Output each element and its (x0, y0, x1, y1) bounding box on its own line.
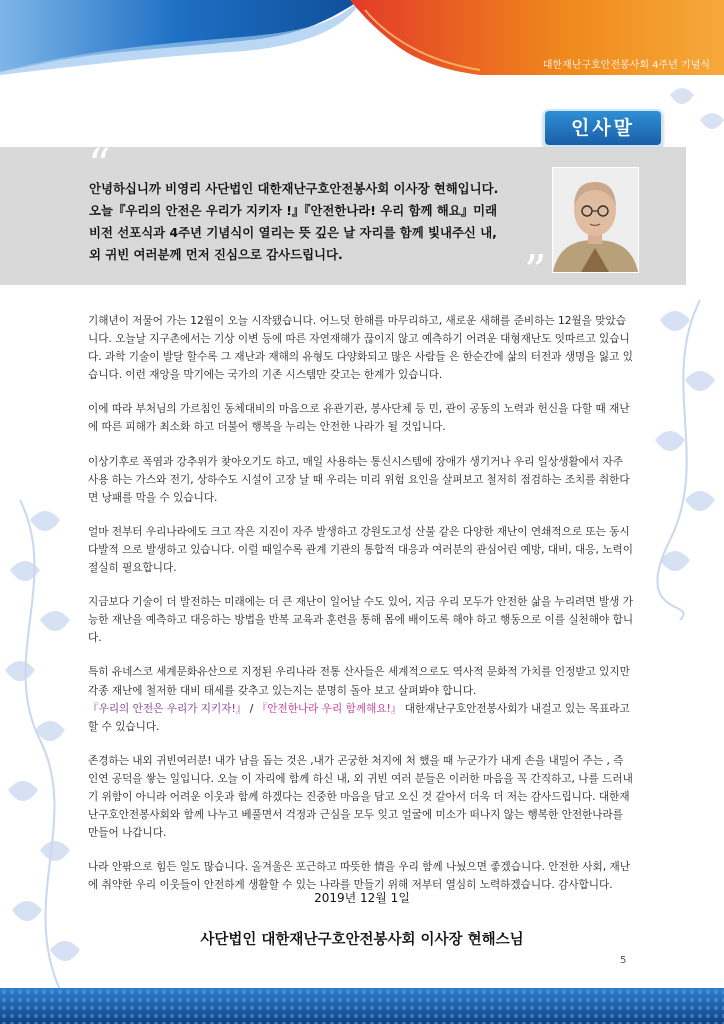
paragraph: 얼마 전부터 우리나라에도 크고 작은 지진이 자주 발생하고 강원도고성 산불 같은 다양한 재난이 연쇄적으로 또는 동시 다발적 으로 발생하고 있습니다. 이럴 때일수록 관계 기관의 통합적 대응과 여러분의 관심어린 예방, 대비, 대응, 노력이 절실히 필요합니다. (88, 525, 633, 575)
paragraph: 존경하는 내외 귀빈여러분! 내가 남을 돕는 것은 ,내가 곤궁한 처지에 처 했을 때 누군가가 내게 손을 내밀어 주는 , 즉 인연 공덕을 쌓는 일입니다. 오늘 이 자리에 함께 하신 내, 외 귀빈 여러 분들은 이러한 마음을 꼭 간직하고, 나를 드러내기 위함이 아니라 어려운 이웃과 함께 하겠다는 진중한 마음을 담고 오신 것 같아서 더욱 더 저는 감사드립니다. 대한재난구호안전봉사회와 함께 나누고 베풀면서 걱정과 근심을 모두 잊고 얼굴에 미소가 떠나지 않는 행복한 안전한나라를 만들어 나갑니다. (88, 754, 633, 840)
paragraph: 이에 따라 부처님의 가르침인 동체대비의 마음으로 유관기관, 봉사단체 등 민, 관이 공동의 노력과 헌신을 다할 때 재난에 따른 피해가 최소화 하고 더불어 행복을 누리는 안전한 나라가 될 것입니다. (88, 403, 630, 434)
paragraph: 이상기후로 폭염과 강추위가 찾아오기도 하고, 매일 사용하는 통신시스템에 장애가 생기거나 우리 일상생활에서 자주 사용 하는 가스와 전기, 상하수도 시설이 고장 날 때 우리는 미리 위험 요인을 살펴보고 철저히 점검하는 조치를 취한다면 낭패를 막을 수 있습니다. (88, 455, 630, 504)
slogan-separator: / (246, 702, 257, 715)
message-body (88, 312, 636, 910)
footer-band (0, 988, 724, 1024)
page-number: 5 (620, 955, 627, 966)
footer-pattern (0, 988, 724, 1024)
letter-date: 2019년 12월 1일 (314, 891, 410, 905)
paragraph: 지금보다 기술이 더 발전하는 미래에는 더 큰 재난이 일어날 수도 있어, 지금 우리 모두가 안전한 삶을 누리려면 발생 가능한 재난을 예측하고 대응하는 방법을 반복 교육과 훈련을 통해 몸에 배이도록 해야 하고 행동으로 이를 실천해야 합니다. (88, 596, 634, 645)
signature: 사단법인 대한재난구호안전봉사회 이사장 현해스님 (200, 932, 524, 948)
greeting-line: 비전 선포식과 4주년 기념식이 열리는 뜻 깊은 날 자리를 함께 빛내주신 내, (89, 225, 497, 240)
paragraph: 나라 안팎으로 힘든 일도 많습니다. 올겨울은 포근하고 따뜻한 情을 우리 함께 나눴으면 좋겠습니다. 안전한 사회, 재난에 취약한 우리 이웃들이 안전하게 생활할 수 있는 나라를 만들기 위해 저부터 열심히 노력하겠습니다. 감사합니다. (88, 861, 630, 892)
greeting-text (89, 178, 549, 266)
slogan-safety: 『우리의 안전은 우리가 지키자!』 (88, 702, 247, 715)
floral-decoration-right (640, 300, 724, 620)
section-badge: 인사말 (543, 109, 663, 147)
banner-subtitle: 대한재난구호안전봉사회 4주년 기념식 (542, 60, 710, 71)
greeting-line: 안녕하십니까 비영리 사단법인 대한재난구호안전봉사회 이사장 현해입니다. (89, 181, 499, 196)
open-quote-icon: “ (88, 140, 111, 191)
paragraph (88, 663, 636, 735)
greeting-line: 오늘『우리의 안전은 우리가 지키자 !』『안전한나라! 우리 함께 해요』미래 (89, 203, 498, 218)
chairman-portrait (552, 167, 639, 273)
paragraph-text: 대한재난구호안전봉사회가 내걸고 있는 목표라고 할 수 있습니다. (88, 702, 630, 733)
close-quote-icon: ” (524, 246, 547, 297)
paragraph: 기해년이 저물어 가는 12월이 오늘 시작됐습니다. 어느덧 한해를 마무리하고, 새로운 새해를 준비하는 12월을 맞았습니다. 오늘날 지구촌에서는 기상 이변 등에 따른 자연재해가 끊이지 않고 예측하기 어려운 대형재난도 잇따르고 있습니다. 과학 기술이 발달 할수록 그 재난과 재해의 유형도 다양화되고 많은 사람들 은 한순간에 삶의 터전과 생명을 잃고 있습니다. 이런 재앙을 막기에는 국가의 기존 시스템만 갖고는 한계가 있습니다. (88, 315, 633, 382)
top-banner (0, 0, 724, 75)
portrait-illustration (553, 168, 638, 272)
greeting-line: 외 귀빈 여러분께 먼저 진심으로 감사드립니다. (89, 247, 343, 262)
paragraph-text: 특히 유네스코 세계문화유산으로 지정된 우리나라 전통 산사들은 세계적으로도 역사적 문화적 가치를 인정받고 있지만 각종 재난에 철저한 대비 태세를 갖추고 있는지는 분명히 돌아 보고 살펴봐야 합니다. (88, 666, 630, 697)
slogan-together: 『안전한나라 우리 함께해요!』 (256, 702, 402, 715)
